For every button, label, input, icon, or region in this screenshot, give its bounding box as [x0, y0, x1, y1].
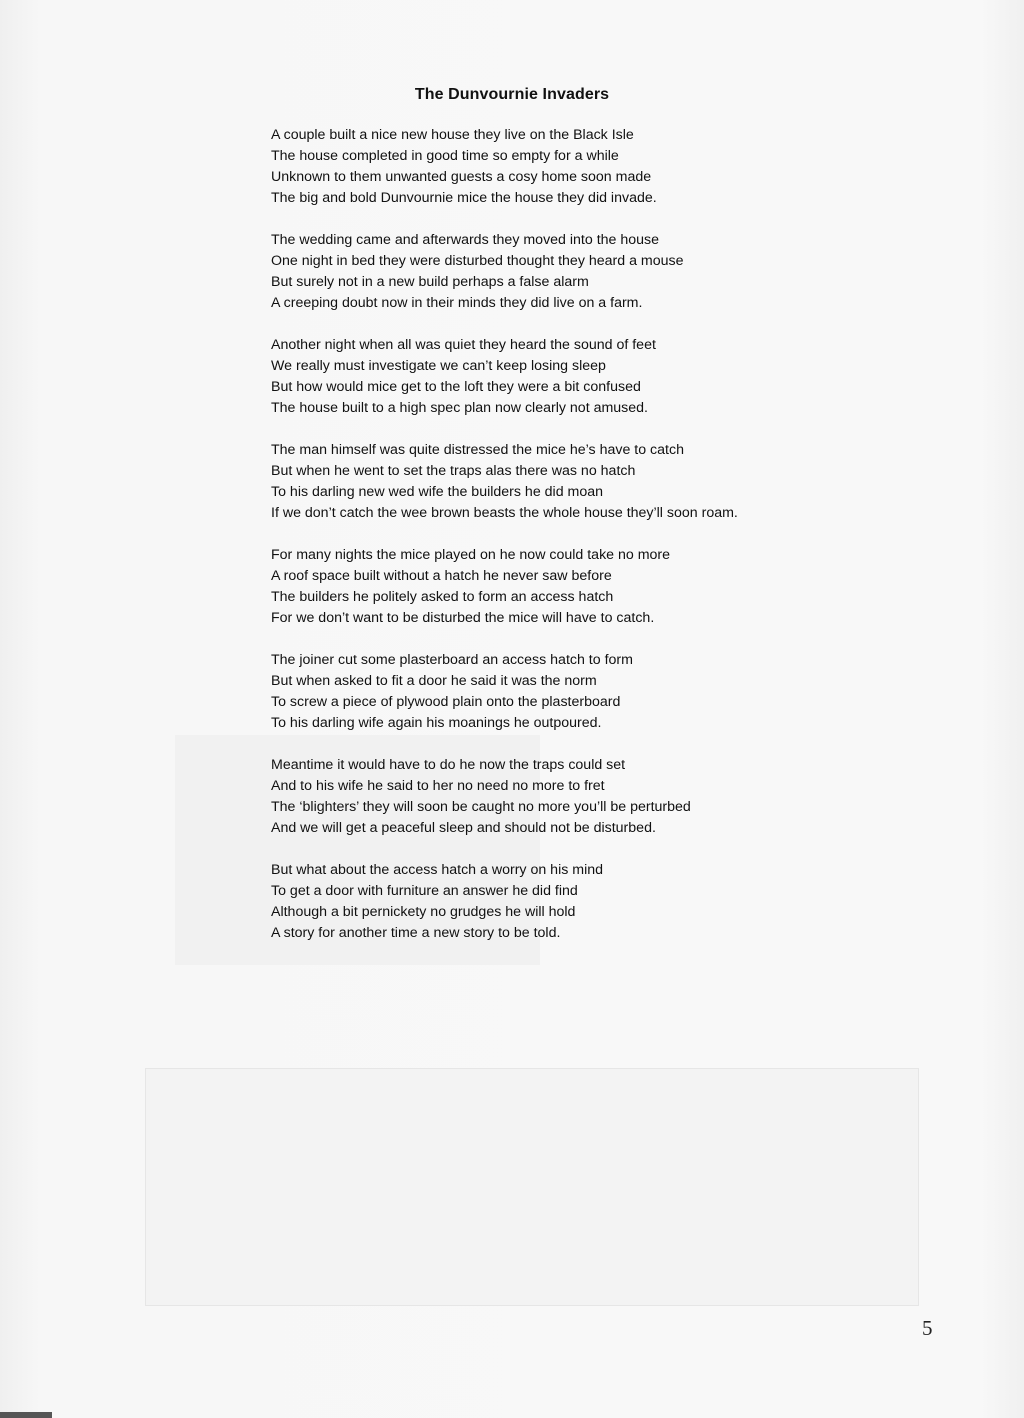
poem-line: The builders he politely asked to form an access hatch: [271, 589, 614, 605]
poem-line: Meantime it would have to do he now the traps could set: [271, 757, 626, 773]
poem-body: [271, 125, 831, 965]
poem-line: The big and bold Dunvournie mice the house they did invade.: [271, 190, 657, 206]
poem-line: Although a bit pernickety no grudges he will hold: [271, 904, 576, 920]
poem-line: The ‘blighters’ they will soon be caught no more you’ll be perturbed: [271, 799, 691, 815]
poem-line: The joiner cut some plasterboard an access hatch to form: [271, 652, 633, 668]
poem-line: The man himself was quite distressed the mice he’s have to catch: [271, 442, 684, 458]
poem-title: The Dunvournie Invaders: [414, 86, 610, 103]
poem-line: A roof space built without a hatch he never saw before: [271, 568, 612, 584]
poem-line: For we don’t want to be disturbed the mice will have to catch.: [271, 610, 655, 626]
show-through-box: [145, 1068, 919, 1306]
poem-line: A couple built a nice new house they live on the Black Isle: [271, 127, 634, 143]
poem-line: To screw a piece of plywood plain onto the plasterboard: [271, 694, 621, 710]
poem-line: The house completed in good time so empty for a while: [271, 148, 619, 164]
poem-line: If we don’t catch the wee brown beasts the whole house they’ll soon roam.: [271, 505, 738, 521]
poem-line: Another night when all was quiet they heard the sound of feet: [271, 337, 656, 353]
poem-line: The wedding came and afterwards they moved into the house: [271, 232, 660, 248]
page-number: 5: [922, 1316, 933, 1340]
poem-line: A story for another time a new story to be told.: [271, 925, 561, 941]
poem-line: And to his wife he said to her no need no more to fret: [271, 778, 605, 794]
stanza-1: [271, 125, 831, 209]
poem-line: Unknown to them unwanted guests a cosy home soon made: [271, 169, 652, 185]
poem-line: A creeping doubt now in their minds they did live on a farm.: [271, 295, 643, 311]
poem-line: And we will get a peaceful sleep and should not be disturbed.: [271, 820, 656, 836]
poem-line: To his darling new wed wife the builders he did moan: [271, 484, 604, 500]
stanza-5: [271, 545, 831, 629]
stanza-4: [271, 440, 831, 524]
poem-line: But what about the access hatch a worry on his mind: [271, 862, 604, 878]
poem-line: But when asked to fit a door he said it was the norm: [271, 673, 597, 689]
stanza-3: [271, 335, 831, 419]
poem-line: One night in bed they were disturbed thought they heard a mouse: [271, 253, 684, 269]
stanza-6: [271, 650, 831, 734]
poem-line: For many nights the mice played on he now could take no more: [271, 547, 671, 563]
stanza-2: [271, 230, 831, 314]
poem-line: But how would mice get to the loft they were a bit confused: [271, 379, 641, 395]
poem-line: But when he went to set the traps alas there was no hatch: [271, 463, 636, 479]
poem-line: The house built to a high spec plan now clearly not amused.: [271, 400, 648, 416]
poem-line: We really must investigate we can’t keep losing sleep: [271, 358, 606, 374]
poem-line: But surely not in a new build perhaps a false alarm: [271, 274, 589, 290]
stanza-7: [271, 755, 831, 839]
poem-line: To his darling wife again his moanings he outpoured.: [271, 715, 602, 731]
scan-edge-mark: [0, 1412, 52, 1418]
stanza-8: [271, 860, 831, 944]
poem-line: To get a door with furniture an answer he did find: [271, 883, 578, 899]
